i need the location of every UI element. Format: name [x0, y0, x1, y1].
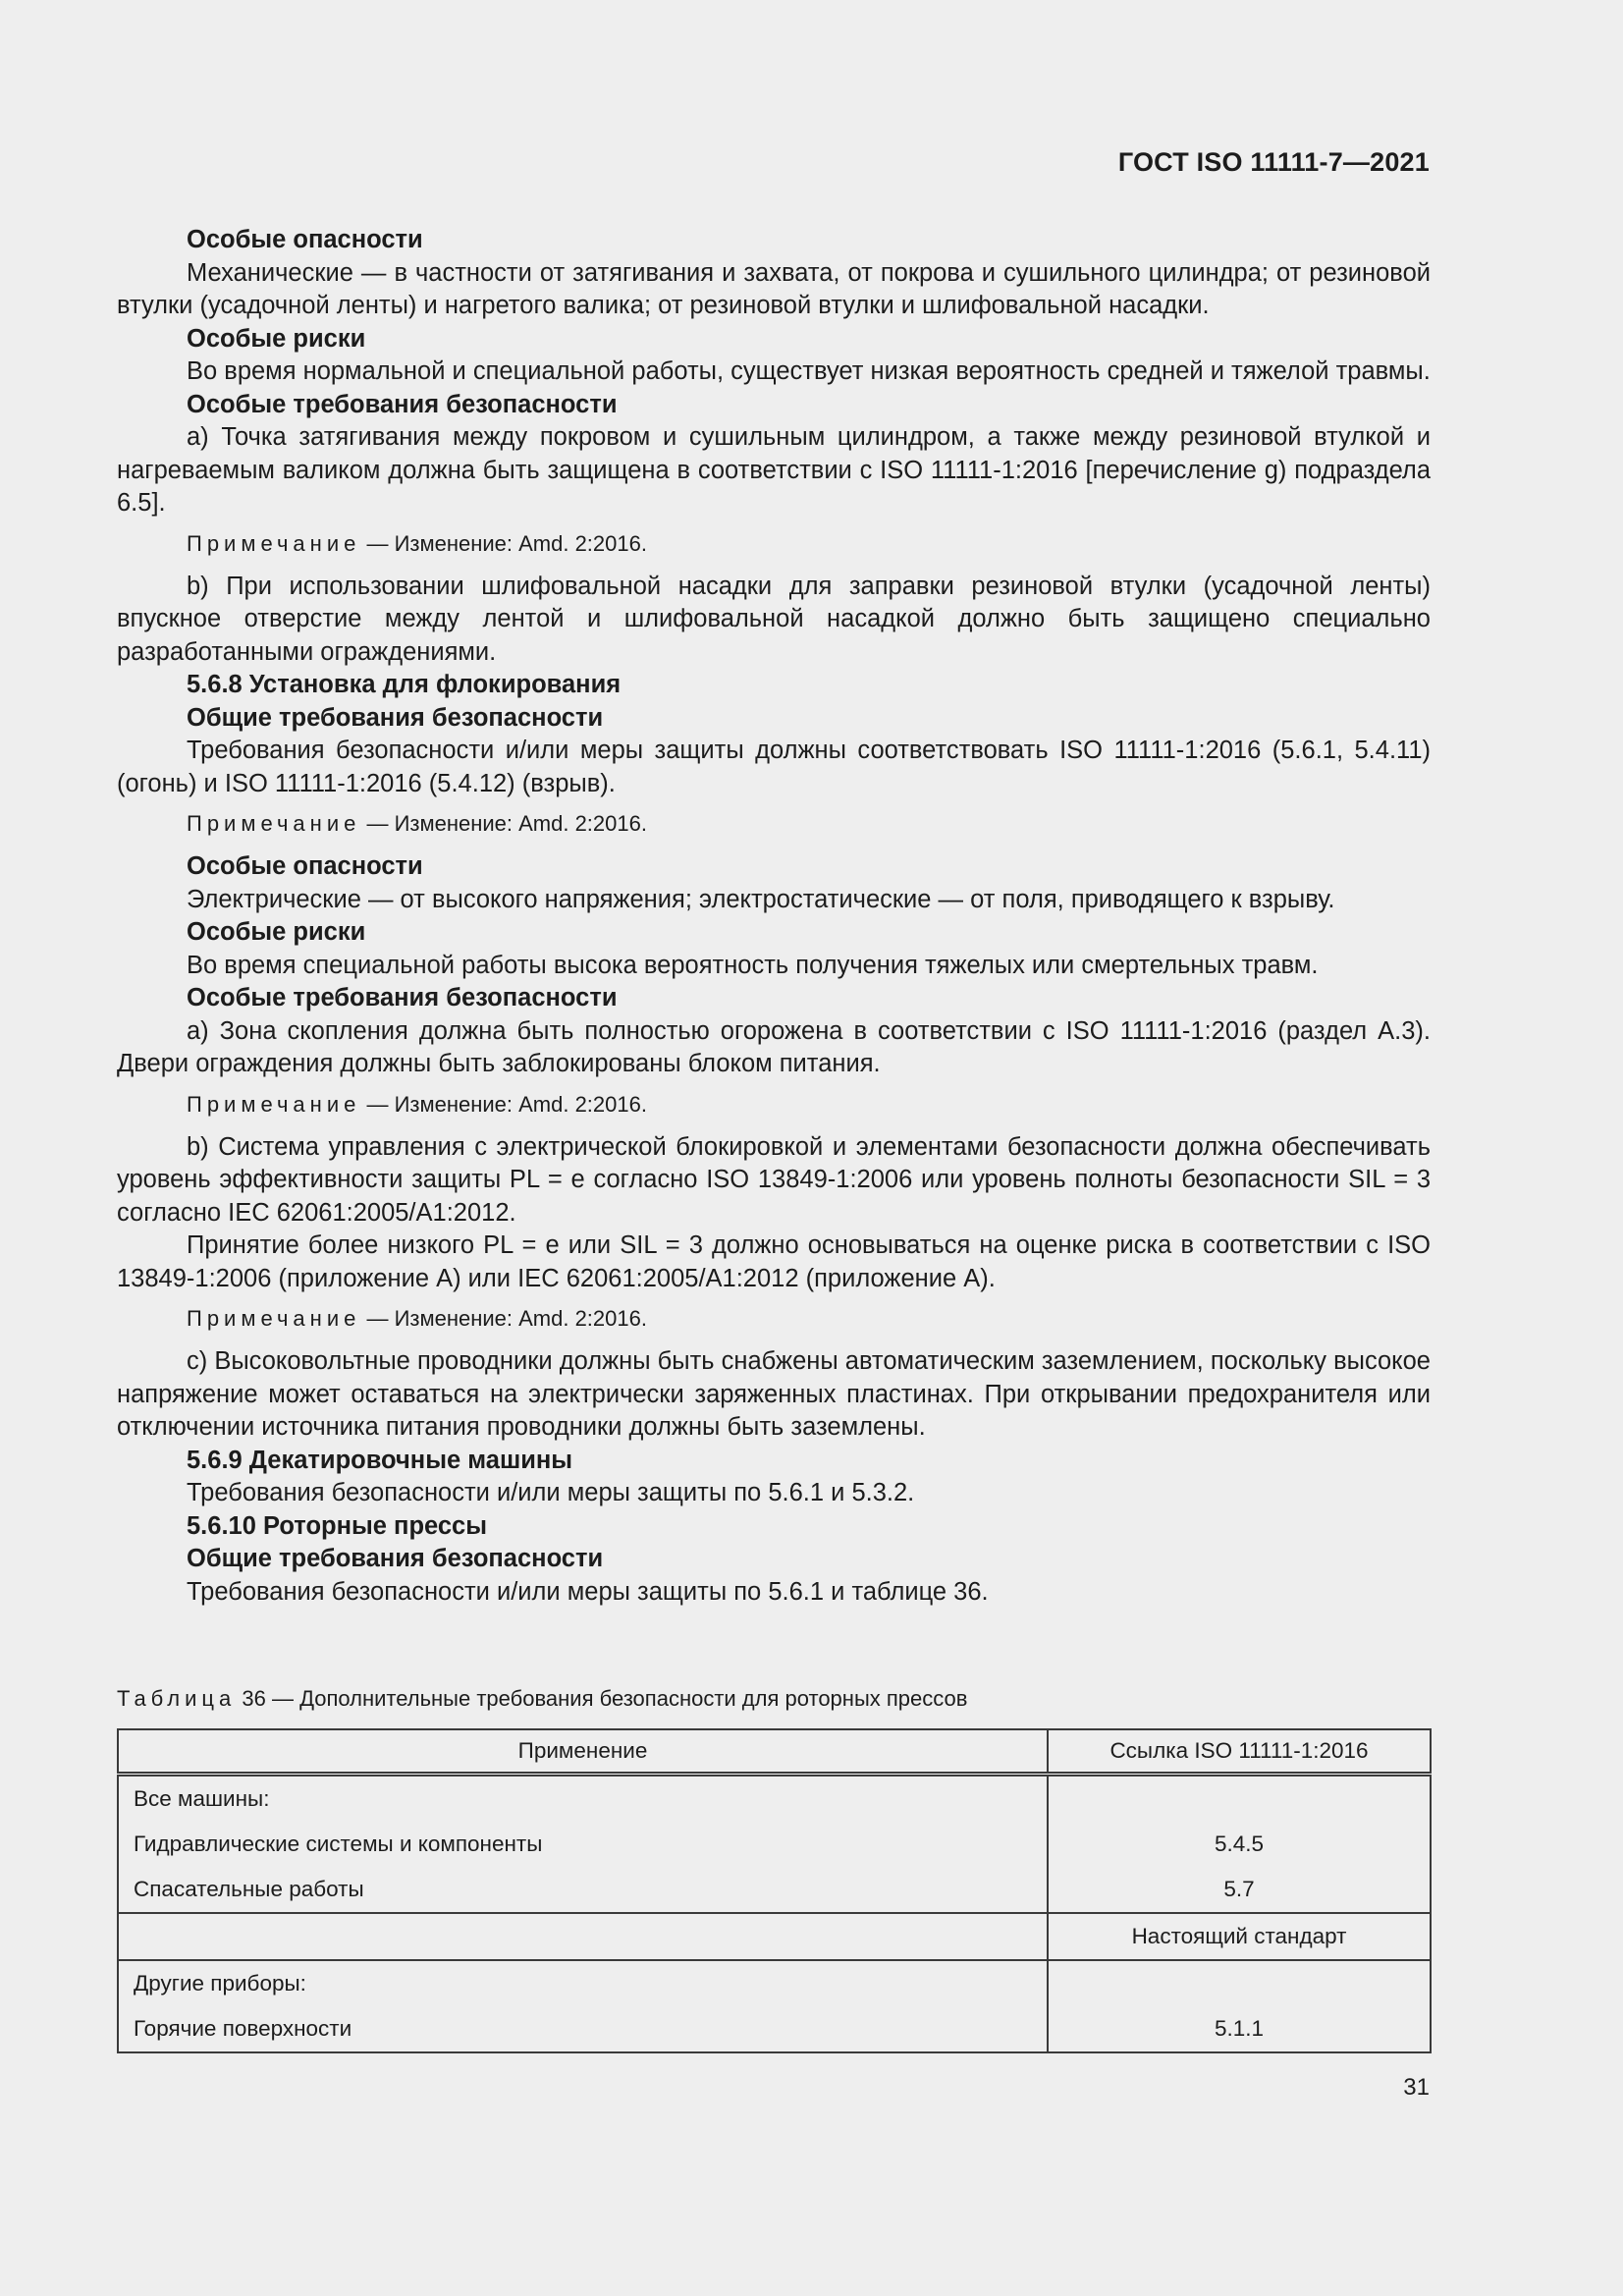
table-cell-line	[1049, 1777, 1430, 1822]
section-heading: Особые опасности	[187, 852, 423, 880]
document-id: ГОСТ ISO 11111-7—2021	[1117, 147, 1430, 177]
table-caption	[117, 1684, 967, 1714]
paragraph: b) При использовании шлифовальной насадки для заправки резиновой втулки (усадочной ленты) впускное отверстие между лентой и шлифовальной насадкой должно быть защищено специально разработанными ограждениями.	[117, 572, 1431, 666]
note	[117, 1090, 1431, 1120]
paragraph: Электрические — от высокого напряжения; электростатические — от поля, приводящего к взрыву.	[187, 885, 1335, 913]
note-text: — Изменение: Amd. 2:2016.	[360, 530, 647, 556]
note-label: Примечание	[187, 1091, 361, 1117]
table-cell-line: Гидравлические системы и компоненты	[134, 1831, 543, 1856]
section-heading: Общие требования безопасности	[187, 1545, 604, 1572]
paragraph: Механические — в частности от затягивания и захвата, от покрова и сушильного цилиндра; от резиновой втулки (усадочной ленты) и нагретого валика; от резиновой втулки и шлифовальной насадки.	[117, 258, 1431, 319]
paragraph: Требования безопасности и/или меры защиты по 5.6.1 и 5.3.2.	[187, 1479, 915, 1506]
table-cell-line	[119, 1914, 1047, 1959]
note-text: — Изменение: Amd. 2:2016.	[360, 1306, 647, 1331]
note-label: Примечание	[187, 811, 361, 836]
section-heading: Особые риски	[187, 324, 366, 353]
table-cell-line: Другие приборы:	[134, 1971, 306, 1995]
paragraph: а) Зона скопления должна быть полностью огорожена в соответствии с ISO 11111-1:2016 (раздел А.3). Двери ограждения должны быть заблокированы блоком питания.	[117, 1016, 1431, 1077]
cell-application	[118, 1775, 1048, 1914]
table-cell-line: Горячие поверхности	[134, 2016, 352, 2041]
section-heading: 5.6.8 Установка для флокирования	[187, 671, 622, 698]
section-heading: Особые требования безопасности	[187, 984, 618, 1011]
note-label: Примечание	[187, 530, 361, 556]
paragraph: а) Точка затягивания между покровом и сушильным цилиндром, а также между резиновой втулкой и нагреваемым валиком должна быть защищена в соответствии с ISO 11111-1:2016 [перечисление g) подраздела 6.5].	[117, 423, 1431, 517]
paragraph: Требования безопасности и/или меры защиты по 5.6.1 и таблице 36.	[187, 1577, 989, 1606]
document-body	[117, 224, 1431, 1609]
paragraph: Требования безопасности и/или меры защиты должны соответствовать ISO 11111-1:2016 (5.6.1, 5.4.11) (огонь) и ISO 11111-1:2016 (5.4.12) (взрыв).	[117, 737, 1431, 797]
paragraph: Во время специальной работы высока вероятность получения тяжелых или смертельных травм.	[187, 951, 1319, 979]
page-number: 31	[1403, 2074, 1430, 2101]
table-row-group	[118, 1913, 1431, 1960]
paragraph: Во время нормальной и специальной работы, существует низкая вероятность средней и тяжелой травмы.	[187, 357, 1431, 385]
section-heading: Особые опасности	[187, 226, 423, 253]
table-cell-line	[1049, 1961, 1430, 2006]
paragraph: Принятие более низкого PL = e или SIL = 3 должно основываться на оценке риска в соответствии с ISO 13849-1:2006 (приложение А) или IEC 62061:2005/A1:2012 (приложение А).	[117, 1231, 1431, 1292]
table-cell-line: Спасательные работы	[134, 1877, 364, 1901]
note	[117, 1304, 1431, 1334]
column-header-reference: Ссылка ISO 11111-1:2016	[1048, 1729, 1431, 1775]
table-cell-line: 5.4.5	[1214, 1831, 1265, 1856]
note	[117, 529, 1431, 559]
section-heading: Особые требования безопасности	[187, 390, 618, 418]
cell-reference	[1048, 1913, 1431, 1960]
table-header-row	[118, 1729, 1431, 1775]
table-cell-line: 5.7	[1223, 1877, 1255, 1901]
table-caption-text: 36 — Дополнительные требования безопасности для роторных прессов	[236, 1686, 968, 1711]
requirements-table	[117, 1728, 1432, 2053]
note	[117, 809, 1431, 839]
table-cell-line: Настоящий стандарт	[1131, 1924, 1347, 1948]
cell-reference	[1048, 1775, 1431, 1914]
paragraph: с) Высоковольтные проводники должны быть снабжены автоматическим заземлением, поскольку высокое напряжение может оставаться на электрически заряженных пластинах. При открывании предохранителя или отключении источника питания проводники должны быть заземлены.	[117, 1347, 1431, 1441]
note-label: Примечание	[187, 1306, 361, 1331]
table-caption-label: Таблица	[117, 1686, 237, 1711]
table-cell-line: Все машины:	[134, 1786, 270, 1811]
cell-reference	[1048, 1960, 1431, 2052]
section-heading: 5.6.9 Декатировочные машины	[187, 1446, 573, 1474]
table-row-group	[118, 1960, 1431, 2052]
note-text: — Изменение: Amd. 2:2016.	[360, 811, 647, 836]
section-heading: 5.6.10 Роторные прессы	[187, 1511, 488, 1540]
cell-application	[118, 1960, 1048, 2052]
column-header-application: Применение	[118, 1729, 1048, 1775]
table-row-group	[118, 1775, 1431, 1914]
section-heading: Особые риски	[187, 918, 366, 946]
note-text: — Изменение: Amd. 2:2016.	[360, 1091, 647, 1117]
cell-application	[118, 1913, 1048, 1960]
table-cell-line: 5.1.1	[1214, 2016, 1265, 2041]
paragraph: b) Система управления с электрической блокировкой и элементами безопасности должна обеспечивать уровень эффективности защиты PL = e согласно ISO 13849-1:2006 или уровень полноты безопасности SIL = 3 согласно IEC 62061:2005/A1:2012.	[117, 1132, 1431, 1227]
section-heading: Общие требования безопасности	[187, 703, 604, 732]
